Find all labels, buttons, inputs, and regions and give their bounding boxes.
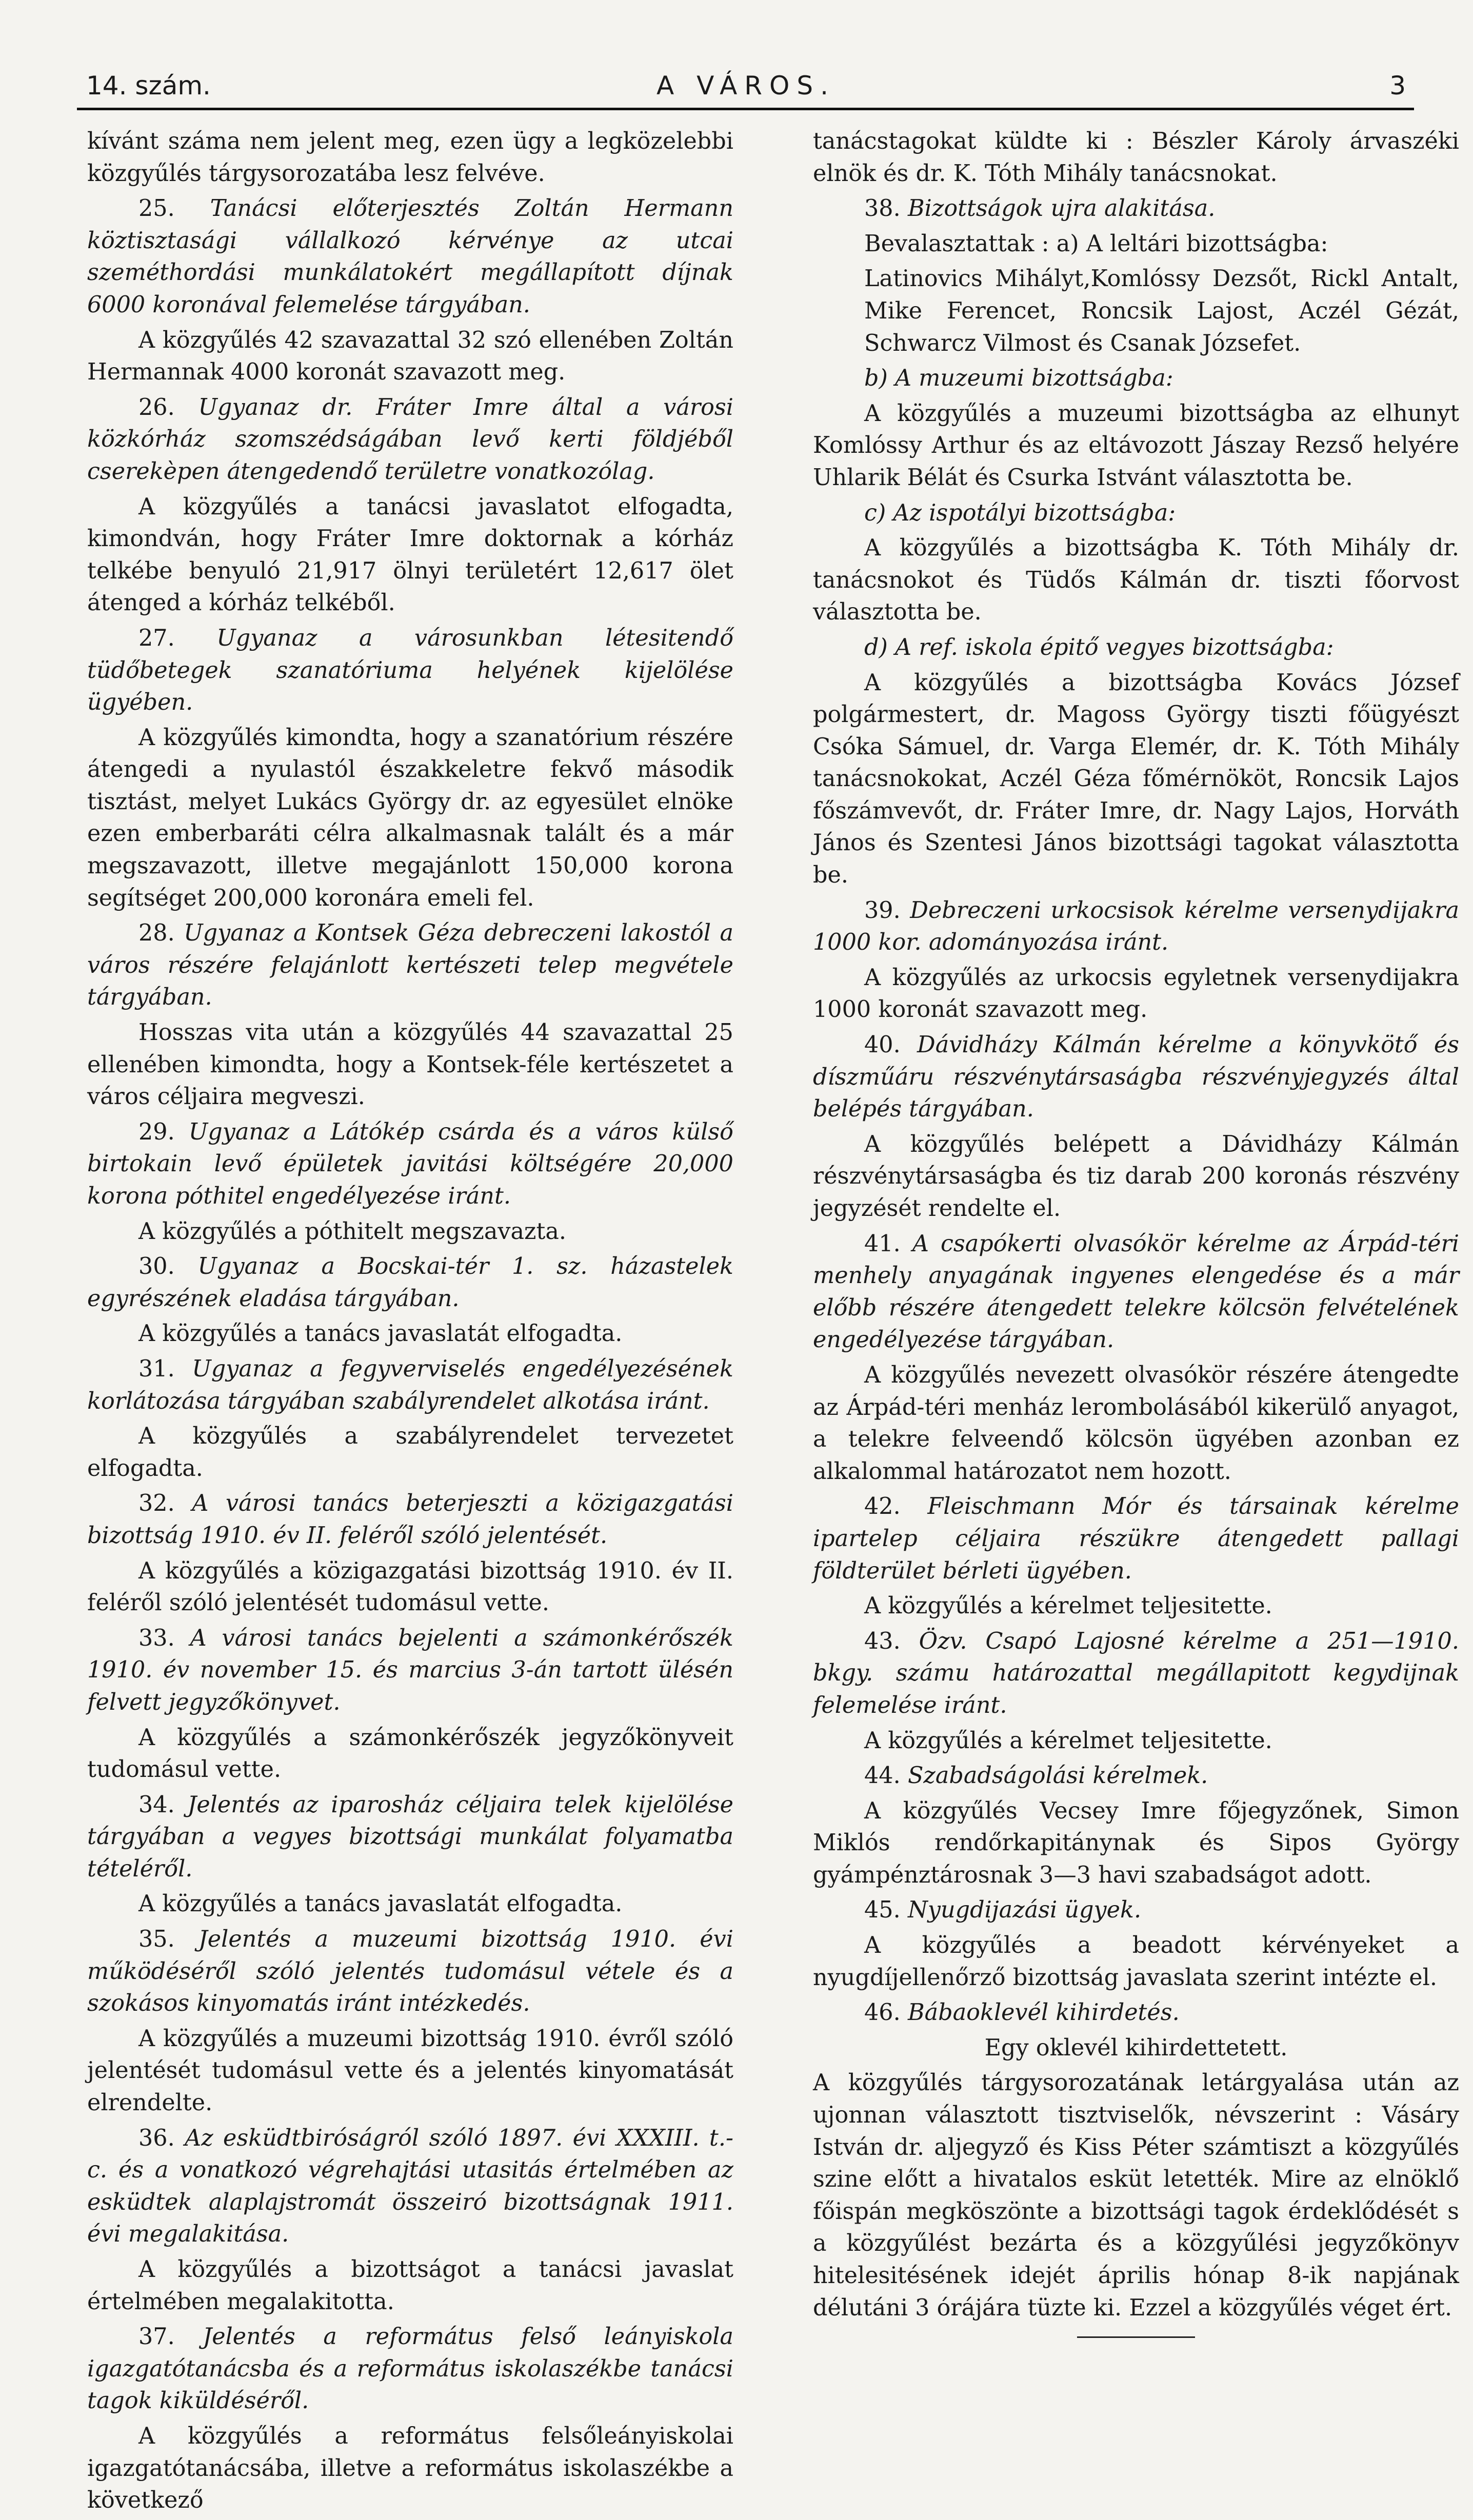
agenda-heading-31: 31. Ugyanaz a fegyverviselés engedélyezésének korlátozása tárgyában szabályrendelet alkotása iránt. [87,1355,733,1414]
agenda-heading-42: 42. Fleischmann Mór és társainak kérelme ipartelep céljaira részükre átengedett pallagi földterület bérleti ügyében. [813,1493,1459,1584]
paragraph: A közgyűlés kimondta, hogy a szanatórium részére átengedi a nyulastól északkeletre fekvő második tisztást, melyet Lukács György dr. az egyesület elnöke ezen emberbaráti célra alkalmasnak talált és a már megszavazott, illetve megajánlott 150,000 korona segítséget 200,000 koronára emeli fel. [87,724,733,911]
paragraph: A közgyűlés a kérelmet teljesitette. [864,1593,1272,1619]
paragraph: A közgyűlés a számonkérőszék jegyzőkönyveit tudomásul vette. [87,1724,733,1783]
paragraph: A közgyűlés belépett a Dávidházy Kálmán részvénytársaságba és tiz darab 200 koronás részvény jegyzését rendelte el. [813,1131,1459,1222]
agenda-heading-33: 33. A városi tanács bejelenti a számonkérőszék 1910. év november 15. és marcius 3-án tartott ülésén felvett jegyzőkönyvet. [87,1625,733,1715]
page-header [77,67,1414,110]
subheading-c: c) Az ispotályi bizottságba: [864,499,1176,526]
page-number: 3 [1389,71,1406,101]
agenda-heading-41: 41. A csapókerti olvasókör kérelme az Árpád-téri menhely anyagának ingyenes elengedése és a már előbb részére átengedett telekre kölcsön felvételének engedélyezése tárgyában. [813,1230,1459,1353]
agenda-heading-39: 39. Debreczeni urkocsisok kérelme versenydijakra 1000 kor. adományozása iránt. [813,897,1459,956]
paragraph: A közgyűlés a tanácsi javaslatot elfogadta, kimondván, hogy Fráter Imre doktornak a kórház telkébe benyuló 21,917 ölnyi területért 12,617 ölet átenged a kórház telkéből. [87,493,733,616]
agenda-heading-34: 34. Jelentés az iparosház céljaira telek kijelölése tárgyában a vegyes bizottsági munkálat folyamatba tételéről. [87,1791,733,1882]
name-list: Latinovics Mihályt,Komlóssy Dezsőt, Rickl Antalt, Mike Ferencet, Roncsik Lajost, Aczél Gézát, Schwarcz Vilmost és Csanak Józsefet. [864,266,1459,356]
paragraph: A közgyűlés a tanács javaslatát elfogadta. [138,1321,623,1347]
newspaper-title: A VÁROS. [656,71,836,101]
agenda-heading-32: 32. A városi tanács beterjeszti a közigazgatási bizottság 1910. év II. feléről szóló jelentését. [87,1490,733,1549]
agenda-heading-40: 40. Dávidházy Kálmán kérelme a könyvkötő és díszműáru részvénytársaságba részvényjegyzés által belépés tárgyában. [813,1032,1459,1123]
paragraph: A közgyűlés a kérelmet teljesitette. [864,1727,1272,1754]
subheading-b: b) A muzeumi bizottságba: [864,365,1173,392]
agenda-heading-27: 27. Ugyanaz a városunkban létesitendő tüdőbetegek szanatóriuma helyének kijelölése ügyében. [87,625,733,716]
paragraph: Hosszas vita után a közgyűlés 44 szavazattal 25 ellenében kimondta, hogy a Kontsek-féle kertészetet a város céljaira megveszi. [87,1019,733,1110]
subheading-d: d) A ref. iskola épitő vegyes bizottságba: [864,634,1334,661]
issue-number: 14. szám. [86,71,211,101]
paragraph: A közgyűlés a bizottságba K. Tóth Mihály dr. tanácsnokot és Tüdős Kálmán dr. tiszti főorvost választotta be. [813,535,1459,626]
agenda-heading-43: 43. Özv. Csapó Lajosné kérelme a 251—1910. bkgy. számu határozattal megállapitott kegydijnak felemelése iránt. [813,1628,1459,1718]
agenda-heading-28: 28. Ugyanaz a Kontsek Géza debreczeni lakostól a város részére felajánlott kertészeti telep megvétele tárgyában. [87,920,733,1011]
paragraph: A közgyűlés a póthitelt megszavazta. [138,1218,567,1245]
closing-paragraph: A közgyűlés tárgysorozatának letárgyalása után az ujonnan választott tisztviselők, névszerint : Vásáry István dr. aljegyző és Kiss Péter számtiszt a közgyűlés szine előtt a hivatalos esküt letették. Mire az elnöklő főispán megköszönte a bizottsági tagok érdeklődését s a közgyűlést bezárta és a közgyűlési jegyzőkönyv hitelesitésének idejét április hónap 8-ik napjának délutáni 3 órájára tüzte ki. Ezzel a közgyűlés véget ért. [813,2070,1459,2321]
paragraph: A közgyűlés 42 szavazattal 32 szó ellenében Zoltán Hermannak 4000 koronát szavazott meg. [87,327,733,386]
agenda-heading-29: 29. Ugyanaz a Látókép csárda és a város külső birtokain levő épületek javitási költségére 20,000 korona póthitel engedélyezése iránt. [87,1118,733,1209]
agenda-heading-36: 36. Az esküdtbiróságról szóló 1897. évi XXXIII. t.-c. és a vonatkozó végrehajtási utasitás értelmében az esküdtek alaplajstromát összeiró bizottságnak 1911. évi megalakitása. [87,2125,733,2248]
paragraph: tanácstagokat küldte ki : Bészler Károly árvaszéki elnök és dr. K. Tóth Mihály tanácsnokat. [813,128,1459,187]
end-rule [1077,2336,1195,2338]
agenda-heading-26: 26. Ugyanaz dr. Fráter Imre által a városi közkórház szomszédságában levő kerti földjéből cserekèpen átengedendő területre vonatkozólag. [87,394,733,485]
paragraph: A közgyűlés a beadott kérvényeket a nyugdíjellenőrző bizottság javaslata szerint intézte el. [813,1932,1459,1991]
agenda-heading-46: 46. Bábaoklevél kihirdetés. [864,1999,1180,2026]
paragraph: A közgyűlés Vecsey Imre főjegyzőnek, Simon Miklós rendőrkapitánynak és Sipos György gyámpénztárosnak 3—3 havi szabadságot adott. [813,1797,1459,1888]
paragraph: A közgyűlés a tanács javaslatát elfogadta. [138,1891,623,1917]
paragraph: A közgyűlés a bizottságba Kovács József polgármestert, dr. Magoss György tiszti főügyészt Csóka Sámuel, dr. Varga Elemér, dr. K. Tóth Mihály tanácsnokokat, Aczél Géza főmérnököt, Roncsik Lajos főszámvevőt, dr. Fráter Imre, dr. Nagy Lajos, Horváth János és Szentesi János bizottsági tagokat választotta be. [813,669,1459,889]
paragraph: A közgyűlés nevezett olvasókör részére átengedte az Árpád-téri menház lerombolásából kikerülő anyagot, a telekre felveendő kölcsön ügyében azonban ez alkalommal határozatot nem hozott. [813,1362,1459,1485]
paragraph: Bevalasztattak : a) A leltári bizottságba: [864,230,1328,257]
agenda-heading-35: 35. Jelentés a muzeumi bizottság 1910. évi működéséről szóló jelentés tudomásul vétele és a szokásos kinyomatás iránt intézkedés. [87,1926,733,2017]
agenda-heading-30: 30. Ugyanaz a Bocskai-tér 1. sz. házastelek egyrészének eladása tárgyában. [87,1253,733,1312]
left-column [87,126,733,2520]
paragraph: A közgyűlés az urkocsis egyletnek versenydijakra 1000 koronát szavazott meg. [813,964,1459,1023]
paragraph: Egy oklevél kihirdettetett. [984,2034,1288,2061]
paragraph: A közgyűlés a közigazgatási bizottság 1910. év II. feléről szóló jelentését tudomásul vette. [87,1557,733,1616]
paragraph: A közgyűlés a muzeumi bizottságba az elhunyt Komlóssy Arthur és az eltávozott Jászay Rezső helyére Uhlarik Bélát és Csurka Istvánt választotta be. [813,400,1459,491]
right-column [813,126,1459,2338]
agenda-heading-44: 44. Szabadságolási kérelmek. [864,1763,1208,1789]
agenda-heading-37: 37. Jelentés a református felső leányiskola igazgatótanácsba és a református iskolaszékbe tanácsi tagok kiküldéséről. [87,2324,733,2414]
paragraph: A közgyűlés a református felsőleányiskolai igazgatótanácsába, illetve a református iskolaszékbe a következő [87,2423,733,2514]
agenda-heading-45: 45. Nyugdijazási ügyek. [864,1897,1142,1924]
paragraph: A közgyűlés a muzeumi bizottság 1910. évről szóló jelentését tudomásul vette és a jelentés kinyomatását elrendelte. [87,2025,733,2116]
paragraph: kívánt száma nem jelent meg, ezen ügy a legközelebbi közgyűlés tárgysorozatába lesz felvéve. [87,128,733,187]
agenda-heading-25: 25. Tanácsi előterjesztés Zoltán Hermann köztisztasági vállalkozó kérvénye az utcai szeméthordási munkálatokért megállapított díjnak 6000 koronával felemelése tárgyában. [87,195,733,318]
agenda-heading-38: 38. Bizottságok ujra alakitása. [864,195,1216,222]
paragraph: A közgyűlés a szabályrendelet tervezetet elfogadta. [87,1423,733,1482]
paragraph: A közgyűlés a bizottságot a tanácsi javaslat értelmében megalakitotta. [87,2256,733,2315]
